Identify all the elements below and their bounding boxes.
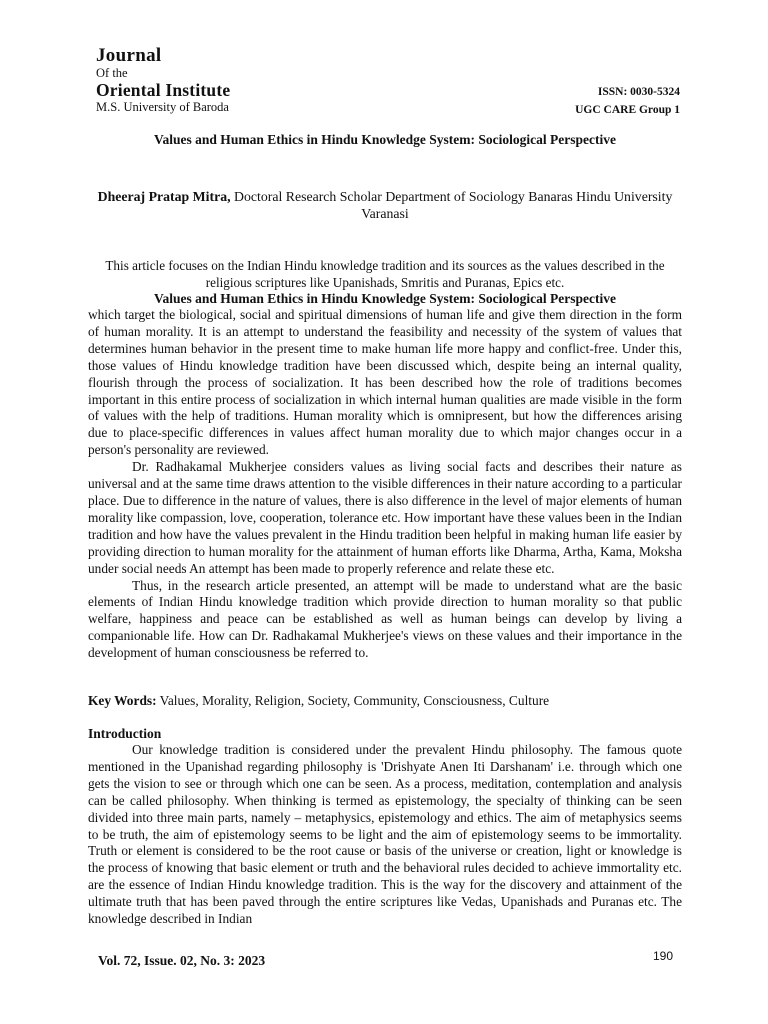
abstract-paragraph-1: which target the biological, social and spiritual dimensions of human life and give them direction in the form of human morality. It is an attempt to understand the feasibility and necessity of the system of values that determines human behavior in the present time to make human life more happy and conflict-free. Under this, those values of Hindu knowledge tradition have been discussed which, despite being an internal quality, flourish through the process of socialization. It has been described how the role of traditions becomes important in this entire process of socialization in which internal human qualities are made visible in the form of values with the help of traditions. Human morality which is omnipresent, but how the differences arising due to place-specific differences in values affect human morality due to which major changes occur in a person's personality are reviewed. [88,307,682,458]
keywords-line [88,692,682,709]
introduction-paragraph-1: Our knowledge tradition is considered under the prevalent Hindu philosophy. The famous quote mentioned in the Upanishad regarding philosophy is 'Drishyate Anen Iti Darshanam' i.e. through which one gets the vision to see or through which one can be seen. As a process, meditation, contemplation and analysis can be called philosophy. When thinking is termed as epistemology, the specialty of thinking can be seen divided into three main parts, namely – metaphysics, epistemology and ethics. The aim of metaphysics seems to be truth, the aim of epistemology seems to be light and the aim of epistemology seems to be immortality. Truth or element is considered to be the root cause or basis of the universe or creation, light or knowledge is the process of knowing that basic element or truth and the behavioral rules decided to achieve immortality etc. are the essence of Indian Hindu knowledge tradition. This is the way for the discovery and attainment of the ultimate truth that has been paved through the entire scriptures like Vedas, Upanishads and Puranas etc. The knowledge described in Indian [88,742,682,927]
abstract-intro-text: This article focuses on the Indian Hindu knowledge tradition and its sources as the values described in the religious scriptures like Upanishads, Smritis and Puranas, Epics etc. [105,258,665,290]
journal-name-line2: Of the [96,66,128,80]
journal-name-line3: Oriental Institute [96,80,231,100]
abstract-paragraph-3: Thus, in the research article presented, an attempt will be made to understand what are the basic elements of Indian Hindu knowledge tradition which provide direction to human morality so that public welfare, happiness and peace can be established as well as human beings can develop by living a companionable life. How can Dr. Radhakamal Mukherjee's views on these values and their importance in the development of human consciousness be referred to. [88,577,682,661]
keywords-list: Values, Morality, Religion, Society, Community, Consciousness, Culture [156,693,550,708]
author-name: Dheeraj Pratap Mitra, [97,189,231,204]
author-block [88,188,682,222]
journal-header [96,46,680,115]
abstract-intro [88,257,682,291]
journal-name-line1: Journal [96,45,162,66]
abstract-body [88,307,682,662]
article-subtitle: Values and Human Ethics in Hindu Knowledge System: Sociological Perspective [154,291,616,306]
footer-volume: Vol. 72, Issue. 02, No. 3: 2023 [98,953,266,968]
author-affiliation: Doctoral Research Scholar Department of Sociology Banaras Hindu University Varanasi [230,189,673,221]
keywords-label: Key Words: [88,693,157,708]
introduction-body [88,742,682,928]
introduction-heading: Introduction [88,726,162,741]
issn-label: ISSN: 0030-5324 [597,86,680,98]
page-number: 190 [653,949,674,963]
ugc-label: UGC CARE Group 1 [575,104,680,116]
abstract-paragraph-2: Dr. Radhakamal Mukherjee considers values as living social facts and describes their nature as universal and at the same time draws attention to the visible differences in their nature according to a particular place. Due to difference in the nature of values, there is also difference in the level of major elements of human morality like compassion, love, cooperation, tolerance etc. How important have these values been in the Indian tradition and how have the values prevalent in the Hindu tradition been helpful in making human life easier by providing direction to human morality for the attainment of human efforts like Dharma, Artha, Kama, Moksha under social needs An attempt has been made to properly reference and relate these etc. [88,459,682,576]
journal-publisher: M.S. University of Baroda [96,100,229,114]
article-title: Values and Human Ethics in Hindu Knowledge System: Sociological Perspective [154,132,616,147]
